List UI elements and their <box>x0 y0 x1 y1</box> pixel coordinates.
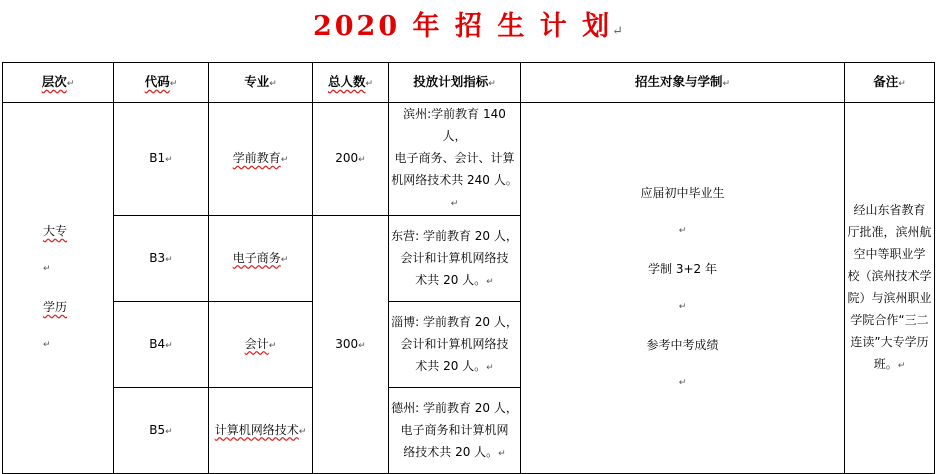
note-cell: 经山东省教育 厅批准，滨州航 空中等职业学 校（滨州技术学 院）与滨州职业 学院合作“三二 连读”大专学历 班。↵ <box>845 103 935 474</box>
major-cell: 学前教育↵ <box>209 103 313 216</box>
header-total: 总人数↵ <box>313 63 389 103</box>
header-target: 招生对象与学制↵ <box>521 63 845 103</box>
quota-cell: 滨州:学前教育 140 人， 电子商务、会计、计算 机网络技术共 240 人。↵ <box>389 103 521 216</box>
level-cell: 大专 ↵ 学历 ↵ <box>3 103 114 474</box>
quota-cell: 东营: 学前教育 20 人， 会计和计算机网络技 术共 20 人。↵ <box>389 216 521 302</box>
major-cell: 电子商务↵ <box>209 216 313 302</box>
quota-cell: 德州: 学前教育 20 人， 电子商务和计算机网 络技术共 20 人。↵ <box>389 388 521 474</box>
code-cell: B1↵ <box>114 103 209 216</box>
header-major: 专业↵ <box>209 63 313 103</box>
code-cell: B4↵ <box>114 302 209 388</box>
header-code: 代码↵ <box>114 63 209 103</box>
major-cell: 会计↵ <box>209 302 313 388</box>
enrollment-plan-table <box>2 62 935 474</box>
table-row <box>3 103 935 216</box>
code-cell: B5↵ <box>114 388 209 474</box>
header-quota: 投放计划指标↵ <box>389 63 521 103</box>
header-level: 层次↵ <box>3 63 114 103</box>
header-note: 备注↵ <box>845 63 935 103</box>
total-cell: 200↵ <box>313 103 389 216</box>
target-cell: 应届初中毕业生 ↵ 学制 3+2 年 ↵ 参考中考成绩 ↵ <box>521 103 845 474</box>
paragraph-mark: ↵ <box>612 24 624 39</box>
quota-cell: 淄博: 学前教育 20 人， 会计和计算机网络技 术共 20 人。↵ <box>389 302 521 388</box>
header-row <box>3 63 935 103</box>
total-cell: 300↵ <box>313 216 389 474</box>
page-title: 2020 年 招 生 计 划↵ <box>312 11 624 42</box>
major-cell: 计算机网络技术↵ <box>209 388 313 474</box>
code-cell: B3↵ <box>114 216 209 302</box>
